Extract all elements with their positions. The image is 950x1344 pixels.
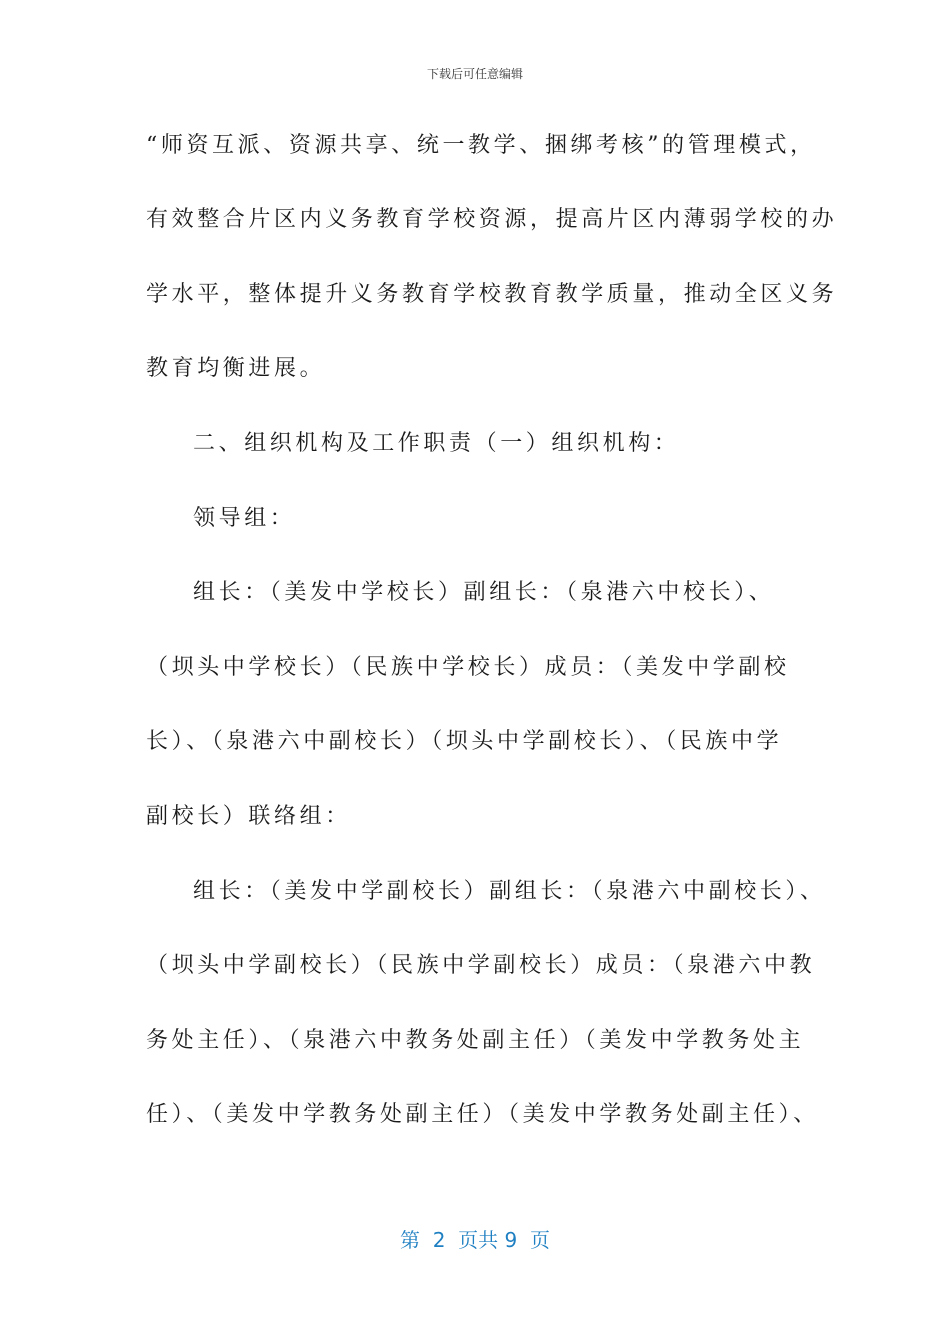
body-line-12: （坝头中学副校长）（民族中学副校长）成员：（泉港六中教: [146, 953, 816, 978]
body-line-11: 组长：（美发中学副校长）副组长：（泉港六中副校长）、: [193, 879, 826, 904]
page-number-indicator: 第 2 页共 9 页: [400, 1228, 550, 1252]
body-line-13: 务处主任）、（泉港六中教务处副主任）（美发中学教务处主: [146, 1028, 805, 1053]
body-line-2: 有效整合片区内义务教育学校资源，提高片区内薄弱学校的办: [146, 207, 838, 232]
body-line-3: 学水平，整体提升义务教育学校教育教学质量，推动全区义务: [146, 282, 838, 307]
body-line-7: 组长：（美发中学校长）副组长：（泉港六中校长）、: [193, 580, 775, 605]
body-line-9: 长）、（泉港六中副校长）（坝头中学副校长）、（民族中学: [146, 729, 783, 754]
body-line-4: 教育均衡进展。: [146, 356, 326, 381]
body-line-1: “师资互派、资源共享、统一教学、捆绑考核”的管理模式，: [146, 133, 816, 158]
body-line-14: 任）、（美发中学教务处副主任）（美发中学教务处副主任）、: [146, 1102, 819, 1127]
body-line-10: 副校长）联络组：: [146, 804, 351, 829]
leadership-group-label: 领导组：: [193, 506, 296, 531]
section-heading: 二、组织机构及工作职责（一）组织机构：: [193, 431, 680, 456]
page-header-note: 下载后可任意编辑: [426, 67, 523, 81]
body-line-8: （坝头中学校长）（民族中学校长）成员：（美发中学副校: [146, 655, 790, 680]
